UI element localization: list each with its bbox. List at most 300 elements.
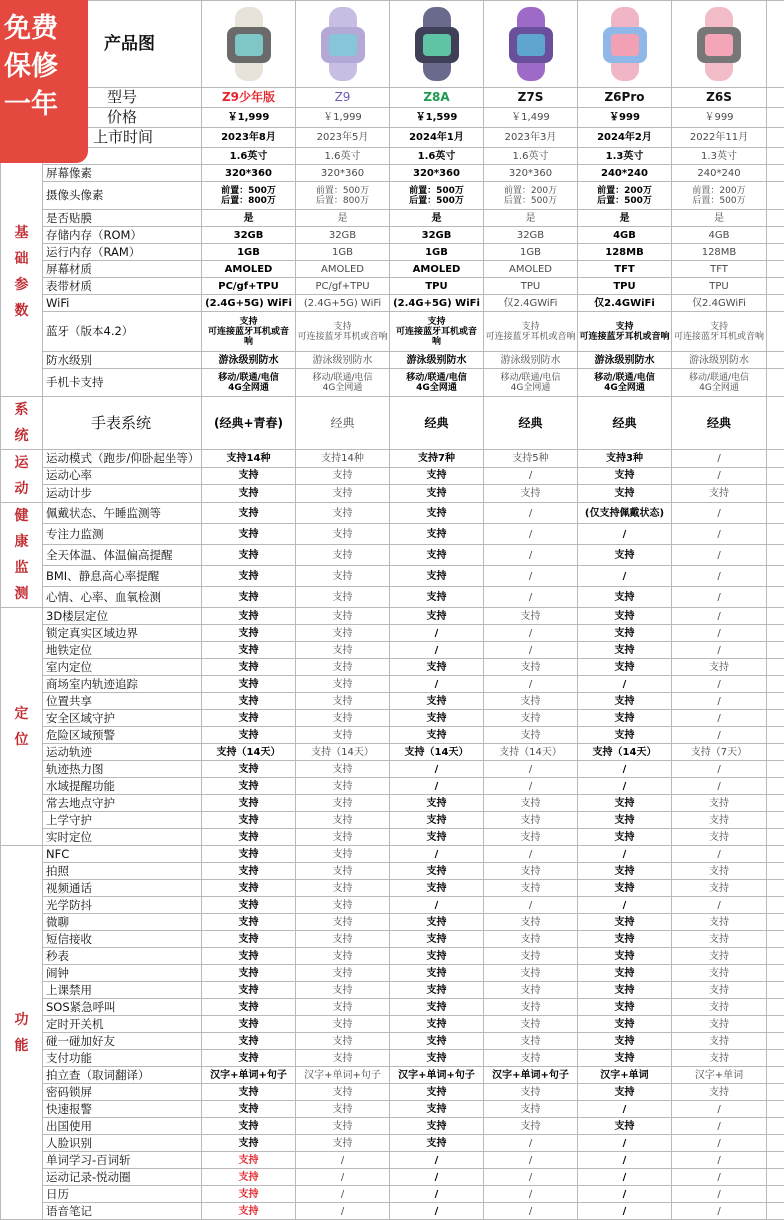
spec-value-line: 4G全网通 [484, 383, 577, 393]
spec-value: 支持 [296, 608, 390, 625]
edge-cell [767, 503, 784, 524]
spec-label: 摄像头像素 [43, 182, 202, 210]
spec-row [1, 795, 784, 812]
section-label [1, 846, 43, 1220]
spec-row [1, 545, 784, 566]
spec-value: 支持 [202, 467, 296, 485]
spec-value: 支持 [390, 812, 484, 829]
spec-value-line: 移动/联通/电信 [202, 373, 295, 383]
spec-value: / [484, 778, 578, 795]
spec-label: 人脸识别 [43, 1135, 202, 1152]
spec-row [1, 676, 784, 693]
spec-value: PC/gf+TPU [296, 278, 390, 295]
spec-row [1, 450, 784, 468]
spec-label: 拍照 [43, 863, 202, 880]
spec-value: 支持 [578, 659, 672, 676]
spec-value: 支持 [578, 467, 672, 485]
spec-value: TPU [484, 278, 578, 295]
spec-value: 支持 [202, 676, 296, 693]
spec-label: 锁定真实区域边界 [43, 625, 202, 642]
spec-value: / [578, 676, 672, 693]
spec-value: / [672, 1135, 767, 1152]
spec-value: 支持 [390, 710, 484, 727]
spec-value: / [390, 1152, 484, 1169]
spec-value: PC/gf+TPU [202, 278, 296, 295]
spec-value: / [578, 1135, 672, 1152]
spec-label: 表带材质 [43, 278, 202, 295]
spec-value: 支持 [390, 965, 484, 982]
spec-value: 1GB [296, 244, 390, 261]
spec-value: / [484, 1203, 578, 1220]
spec-value: 支持 [672, 485, 767, 503]
edge-cell [767, 965, 784, 982]
spec-value: AMOLED [484, 261, 578, 278]
spec-value: 支持 [296, 524, 390, 545]
spec-value: 支持 [484, 795, 578, 812]
spec-value: 支持 [672, 1016, 767, 1033]
spec-row [1, 587, 784, 608]
spec-value-line: 支持 [672, 322, 766, 332]
watch-face [227, 27, 271, 63]
spec-value: 支持 [202, 982, 296, 999]
spec-value: 支持 [578, 982, 672, 999]
spec-label: 上课禁用 [43, 982, 202, 999]
spec-value: 汉字+单词+句子 [484, 1067, 578, 1084]
spec-value: 支持 [202, 1016, 296, 1033]
edge-cell [767, 108, 784, 128]
spec-row [1, 710, 784, 727]
spec-value: 支持 [672, 795, 767, 812]
spec-value: 支持 [390, 829, 484, 846]
edge-cell [767, 744, 784, 761]
spec-value [672, 312, 767, 352]
model-name: Z6S [672, 88, 767, 108]
section-label-text: 健康监测 [15, 503, 29, 607]
spec-value: 支持 [390, 659, 484, 676]
spec-value: / [390, 897, 484, 914]
spec-value [578, 182, 672, 210]
spec-value: / [578, 566, 672, 587]
spec-row [1, 761, 784, 778]
spec-value-line: 移动/联通/电信 [296, 373, 389, 383]
spec-label: 微聊 [43, 914, 202, 931]
spec-value: 支持 [202, 566, 296, 587]
spec-row [1, 1084, 784, 1101]
spec-value: 支持 [578, 1084, 672, 1101]
spec-value: 支持 [672, 863, 767, 880]
spec-value: 支持（14天） [390, 744, 484, 761]
watch-photo [501, 7, 561, 81]
price-value: ￥1,999 [296, 108, 390, 128]
edge-cell [767, 88, 784, 108]
edge-cell [767, 1118, 784, 1135]
spec-value: 汉字+单词+句子 [202, 1067, 296, 1084]
spec-value: / [672, 566, 767, 587]
spec-value: 支持 [484, 1118, 578, 1135]
spec-value: 支持 [390, 795, 484, 812]
spec-value: 320*360 [390, 165, 484, 182]
section-label [1, 450, 43, 503]
spec-value: / [484, 761, 578, 778]
edge-cell [767, 261, 784, 278]
watch-image-5 [578, 1, 672, 88]
edge-cell [767, 587, 784, 608]
spec-value: / [672, 778, 767, 795]
edge-cell [767, 625, 784, 642]
spec-value: 支持 [296, 1118, 390, 1135]
spec-value: 是 [578, 210, 672, 227]
spec-row [1, 1186, 784, 1203]
spec-row [1, 846, 784, 863]
spec-value: 支持 [484, 659, 578, 676]
spec-value: 支持 [202, 524, 296, 545]
spec-value: AMOLED [202, 261, 296, 278]
spec-label: 存储内存（ROM） [43, 227, 202, 244]
price-value: ￥1,999 [202, 108, 296, 128]
spec-value: 支持 [202, 503, 296, 524]
spec-value: 支持 [390, 545, 484, 566]
spec-row [1, 503, 784, 524]
spec-value: 支持 [202, 727, 296, 744]
edge-cell [767, 182, 784, 210]
spec-value: / [390, 1169, 484, 1186]
spec-value: / [672, 1169, 767, 1186]
spec-value: 支持 [578, 863, 672, 880]
edge-cell [767, 829, 784, 846]
badge-line: 保修 [4, 48, 88, 86]
spec-value: 支持 [390, 524, 484, 545]
spec-value: 支持 [578, 795, 672, 812]
spec-value-line: 可连接蓝牙耳机或音响 [672, 332, 766, 342]
spec-value: 仅2.4GWiFi [484, 295, 578, 312]
spec-label: 轨迹热力图 [43, 761, 202, 778]
edge-cell [767, 1033, 784, 1050]
spec-label: 定时开关机 [43, 1016, 202, 1033]
spec-value: 支持 [672, 829, 767, 846]
spec-value: 支持 [202, 1033, 296, 1050]
spec-row [1, 625, 784, 642]
free-warranty-badge [0, 0, 88, 163]
edge-cell [767, 608, 784, 625]
watch-face [509, 27, 553, 63]
spec-value: / [390, 1203, 484, 1220]
spec-value: 是 [672, 210, 767, 227]
spec-value: 支持 [296, 982, 390, 999]
edge-cell [767, 244, 784, 261]
spec-value: 游泳级别防水 [578, 352, 672, 369]
spec-value: / [672, 1203, 767, 1220]
watch-screen [329, 34, 357, 56]
edge-cell [767, 128, 784, 148]
model-name: Z7S [484, 88, 578, 108]
spec-value-line: 可连接蓝牙耳机或音响 [578, 332, 671, 342]
spec-value: 支持 [484, 931, 578, 948]
spec-row [1, 566, 784, 587]
spec-value [390, 312, 484, 352]
spec-value: / [672, 1186, 767, 1203]
spec-row [1, 948, 784, 965]
spec-value: 经典 [390, 397, 484, 450]
model-row [1, 88, 784, 108]
edge-cell [767, 1203, 784, 1220]
spec-value: 1.3英寸 [578, 148, 672, 165]
spec-value: 支持 [390, 485, 484, 503]
edge-cell [767, 165, 784, 182]
spec-label: 密码锁屏 [43, 1084, 202, 1101]
section-label-text: 定位 [15, 701, 29, 753]
spec-value: 支持 [296, 659, 390, 676]
spec-value-line: 4G全网通 [296, 383, 389, 393]
spec-value: 支持 [484, 863, 578, 880]
spec-value [202, 369, 296, 397]
spec-value: 支持 [578, 625, 672, 642]
edge-cell [767, 1067, 784, 1084]
spec-value: 支持 [390, 880, 484, 897]
spec-value: / [390, 642, 484, 659]
spec-label: 快速报警 [43, 1101, 202, 1118]
spec-label: 出国使用 [43, 1118, 202, 1135]
spec-value: 支持 [296, 642, 390, 659]
release-date: 2023年8月 [202, 128, 296, 148]
spec-value: 支持 [296, 1033, 390, 1050]
spec-value: 支持 [672, 812, 767, 829]
spec-value: / [390, 1186, 484, 1203]
spec-value: 支持 [390, 566, 484, 587]
spec-label: NFC [43, 846, 202, 863]
spec-value: / [484, 1135, 578, 1152]
spec-value-line: 移动/联通/电信 [484, 373, 577, 383]
spec-value: (2.4G+5G) WiFi [390, 295, 484, 312]
spec-value-line: 后置：800万 [202, 196, 295, 206]
spec-value: / [578, 761, 672, 778]
spec-label: 是否贴膜 [43, 210, 202, 227]
spec-value-line: 支持 [390, 317, 483, 327]
watch-face [603, 27, 647, 63]
spec-label: 位置共享 [43, 693, 202, 710]
edge-cell [767, 727, 784, 744]
spec-value: TFT [578, 261, 672, 278]
spec-label: 运动轨迹 [43, 744, 202, 761]
spec-row [1, 1118, 784, 1135]
spec-label: 碰一碰加好友 [43, 1033, 202, 1050]
spec-value: 支持 [390, 1033, 484, 1050]
edge-cell [767, 295, 784, 312]
spec-value: / [578, 1101, 672, 1118]
spec-value: 支持 [578, 1118, 672, 1135]
spec-value: 支持 [296, 761, 390, 778]
spec-value: 240*240 [672, 165, 767, 182]
spec-value: / [672, 1152, 767, 1169]
spec-label: 单词学习-百词斩 [43, 1152, 202, 1169]
spec-value: 支持 [672, 1084, 767, 1101]
spec-label: 手表系统 [43, 397, 202, 450]
spec-value: 支持 [578, 1033, 672, 1050]
spec-label: 运动心率 [43, 467, 202, 485]
spec-value: 支持 [296, 880, 390, 897]
spec-label: 视频通话 [43, 880, 202, 897]
spec-value: TPU [578, 278, 672, 295]
spec-row [1, 1152, 784, 1169]
spec-value: (经典+青春) [202, 397, 296, 450]
spec-value: / [672, 450, 767, 468]
watch-image-6 [672, 1, 767, 88]
spec-label: BMI、静息高心率提醒 [43, 566, 202, 587]
spec-value: 支持 [578, 914, 672, 931]
edge-cell [767, 1, 784, 88]
spec-value: 支持 [578, 812, 672, 829]
edge-cell [767, 369, 784, 397]
spec-value: 是 [484, 210, 578, 227]
spec-value: 4GB [672, 227, 767, 244]
spec-value-line: 后置：500万 [578, 196, 671, 206]
spec-value: / [484, 545, 578, 566]
spec-value: / [672, 467, 767, 485]
spec-value: / [484, 1169, 578, 1186]
spec-value-line: 移动/联通/电信 [390, 373, 483, 383]
spec-row [1, 863, 784, 880]
image-label: 产品图 [1, 1, 202, 88]
spec-value: / [578, 897, 672, 914]
watch-face [697, 27, 741, 63]
spec-value: 游泳级别防水 [390, 352, 484, 369]
spec-row [1, 352, 784, 369]
spec-value: / [672, 1118, 767, 1135]
spec-value: 支持 [578, 727, 672, 744]
spec-value: 支持 [484, 1016, 578, 1033]
model-name: Z9 [296, 88, 390, 108]
spec-value: 支持 [390, 1084, 484, 1101]
spec-value-line: 可连接蓝牙耳机或音 [202, 327, 295, 337]
spec-row [1, 165, 784, 182]
edge-cell [767, 642, 784, 659]
spec-label: 屏幕材质 [43, 261, 202, 278]
spec-value: 支持 [296, 846, 390, 863]
spec-label: 闹钟 [43, 965, 202, 982]
edge-cell [767, 761, 784, 778]
spec-value: 支持 [296, 897, 390, 914]
spec-value: 1.6英寸 [484, 148, 578, 165]
price-value: ￥1,499 [484, 108, 578, 128]
price-value: ￥999 [672, 108, 767, 128]
spec-value: 支持 [202, 1118, 296, 1135]
spec-value: 支持 [202, 880, 296, 897]
spec-value-line: 4G全网通 [202, 383, 295, 393]
edge-cell [767, 897, 784, 914]
spec-value: 支持 [672, 999, 767, 1016]
spec-value: 支持 [202, 587, 296, 608]
spec-value: / [578, 778, 672, 795]
spec-value: 支持 [202, 1050, 296, 1067]
spec-row [1, 278, 784, 295]
spec-value: / [578, 1186, 672, 1203]
edge-cell [767, 982, 784, 999]
spec-value: 支持 [390, 727, 484, 744]
spec-value: 32GB [484, 227, 578, 244]
spec-value-line: 4G全网通 [390, 383, 483, 393]
spec-row [1, 210, 784, 227]
spec-label: 全天体温、体温偏高提醒 [43, 545, 202, 566]
spec-value: 支持 [202, 1135, 296, 1152]
spec-value: 支持（14天） [296, 744, 390, 761]
spec-value: 支持 [296, 965, 390, 982]
spec-value: TFT [672, 261, 767, 278]
edge-cell [767, 566, 784, 587]
edge-cell [767, 352, 784, 369]
spec-value: 支持 [296, 485, 390, 503]
spec-row [1, 524, 784, 545]
spec-value: 320*360 [484, 165, 578, 182]
spec-value-line: 支持 [202, 317, 295, 327]
image-row [1, 1, 784, 88]
spec-value [296, 182, 390, 210]
spec-value: 支持 [390, 1118, 484, 1135]
spec-value: 支持 [202, 710, 296, 727]
spec-value: TPU [390, 278, 484, 295]
spec-label: 日历 [43, 1186, 202, 1203]
spec-value: 支持 [484, 710, 578, 727]
spec-value: 支持 [484, 982, 578, 999]
spec-value: 仅2.4GWiFi [672, 295, 767, 312]
spec-value: / [672, 503, 767, 524]
spec-value: 支持 [390, 914, 484, 931]
spec-value-line: 移动/联通/电信 [672, 373, 766, 383]
section-label [1, 608, 43, 846]
spec-value: 32GB [202, 227, 296, 244]
watch-image-4 [484, 1, 578, 88]
edge-cell [767, 948, 784, 965]
spec-row [1, 914, 784, 931]
spec-value: 1.6英寸 [202, 148, 296, 165]
edge-cell [767, 467, 784, 485]
spec-label: 运动记录-悦动圈 [43, 1169, 202, 1186]
spec-value-line: 可连接蓝牙耳机或音响 [296, 332, 389, 342]
spec-value: / [672, 761, 767, 778]
spec-value: 支持 [296, 812, 390, 829]
spec-value: 支持 [202, 897, 296, 914]
spec-value [672, 369, 767, 397]
spec-value: 支持 [296, 1135, 390, 1152]
spec-value: / [484, 1186, 578, 1203]
spec-value [578, 369, 672, 397]
spec-value: 支持 [202, 659, 296, 676]
spec-value-line: 4G全网通 [672, 383, 766, 393]
spec-value: 支持5种 [484, 450, 578, 468]
spec-value: 支持 [484, 948, 578, 965]
spec-row [1, 693, 784, 710]
spec-label: 运动计步 [43, 485, 202, 503]
spec-value-line: 后置：500万 [672, 196, 766, 206]
spec-value-line: 前置：500万 [296, 186, 389, 196]
spec-row [1, 642, 784, 659]
spec-value: 支持 [390, 931, 484, 948]
spec-row [1, 467, 784, 485]
spec-value: 支持 [484, 1050, 578, 1067]
spec-value: 支持 [390, 467, 484, 485]
spec-label: 商场室内轨迹追踪 [43, 676, 202, 693]
spec-value: 4GB [578, 227, 672, 244]
spec-value: 支持 [296, 1101, 390, 1118]
release-date: 2024年2月 [578, 128, 672, 148]
spec-value: 支持 [672, 880, 767, 897]
spec-label: 秒表 [43, 948, 202, 965]
spec-value: / [672, 608, 767, 625]
edge-cell [767, 795, 784, 812]
spec-value: 汉字+单词+句子 [390, 1067, 484, 1084]
spec-value-line: 前置：500万 [390, 186, 483, 196]
spec-row [1, 1016, 784, 1033]
spec-label: 水域提醒功能 [43, 778, 202, 795]
watch-photo [407, 7, 467, 81]
